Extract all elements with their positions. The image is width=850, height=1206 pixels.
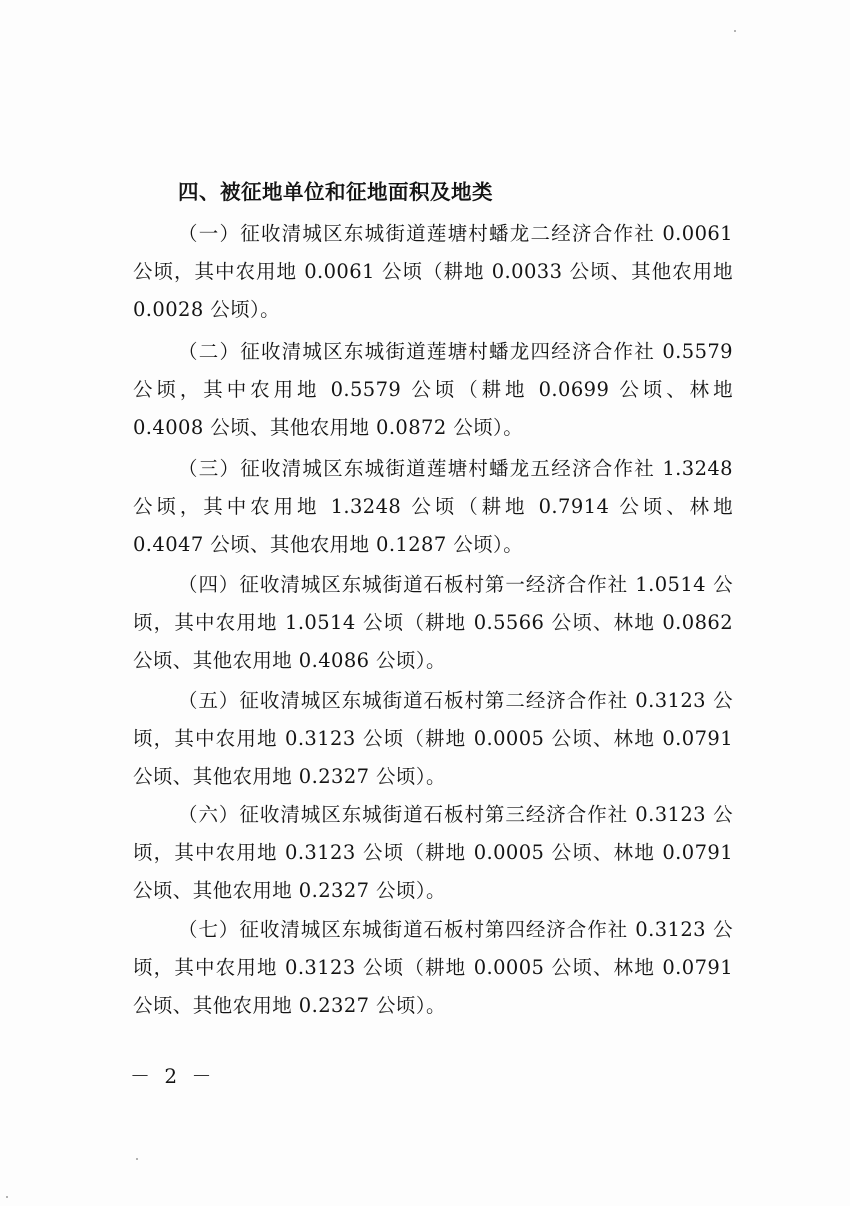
scan-speck bbox=[734, 30, 736, 32]
section-heading: 四、被征地单位和征地面积及地类 bbox=[178, 180, 493, 204]
paragraph-item-7: （七）征收清城区东城街道石板村第四经济合作社 0.3123 公顷，其中农用地 0.3123 公顷（耕地 0.0005 公顷、林地 0.0791 公顷、其他农用地 0.2327 公顷）。 bbox=[133, 918, 733, 1017]
paragraph-item-4: （四）征收清城区东城街道石板村第一经济合作社 1.0514 公顷，其中农用地 1.0514 公顷（耕地 0.5566 公顷、林地 0.0862 公顷、其他农用地 0.4086 公顷）。 bbox=[133, 573, 733, 672]
paragraph-item-6: （六）征收清城区东城街道石板村第三经济合作社 0.3123 公顷，其中农用地 0.3123 公顷（耕地 0.0005 公顷、林地 0.0791 公顷、其他农用地 0.2327 公顷）。 bbox=[133, 803, 733, 902]
page-number: － 2 － bbox=[130, 1064, 216, 1088]
paragraph-item-3: （三）征收清城区东城街道莲塘村蟠龙五经济合作社 1.3248 公顷，其中农用地 1.3248 公顷（耕地 0.7914 公顷、林地 0.4047 公顷、其他农用地 0.1287 公顷）。 bbox=[133, 457, 733, 556]
paragraph-item-5: （五）征收清城区东城街道石板村第二经济合作社 0.3123 公顷，其中农用地 0.3123 公顷（耕地 0.0005 公顷、林地 0.0791 公顷、其他农用地 0.2327 公顷）。 bbox=[133, 689, 733, 788]
paragraph-item-2: （二）征收清城区东城街道莲塘村蟠龙四经济合作社 0.5579 公顷，其中农用地 0.5579 公顷（耕地 0.0699 公顷、林地 0.4008 公顷、其他农用地 0.0872 公顷）。 bbox=[133, 340, 733, 439]
paragraph-item-1: （一）征收清城区东城街道莲塘村蟠龙二经济合作社 0.0061 公顷，其中农用地 0.0061 公顷（耕地 0.0033 公顷、其他农用地 0.0028 公顷）。 bbox=[133, 222, 733, 321]
scan-speck bbox=[136, 1158, 138, 1160]
scan-speck bbox=[6, 1196, 8, 1198]
